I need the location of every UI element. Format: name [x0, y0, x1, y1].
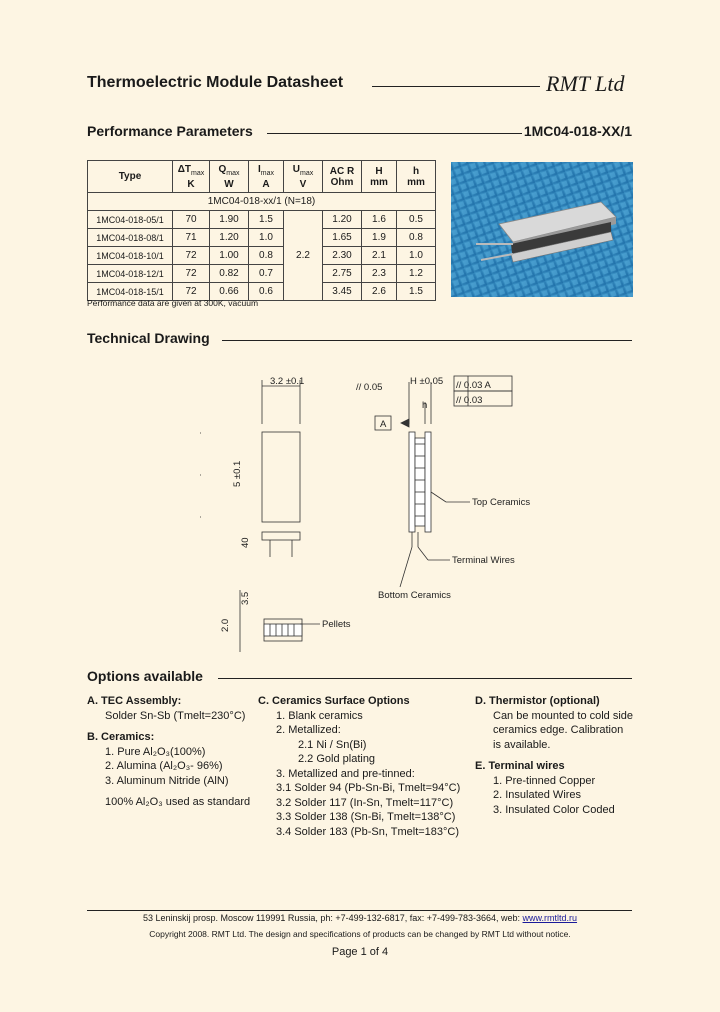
dim-wire-len: 40	[240, 537, 251, 548]
product-photo	[451, 162, 633, 297]
cell-H: 2.6	[362, 283, 397, 301]
table-header-row	[88, 161, 436, 193]
website-link[interactable]: www.rmtltd.ru	[522, 913, 578, 923]
document-title: Thermoelectric Module Datasheet	[87, 74, 344, 91]
option-heading: D. Thermistor (optional)	[475, 695, 600, 707]
cell-q: 1.00	[210, 247, 249, 265]
col-imax: $I_{max}$ A	[249, 161, 284, 193]
cell-dt: 72	[173, 265, 210, 283]
option-item: 2.1 Ni / Sn(Bi)	[298, 738, 367, 751]
label-terminal-wires: Terminal Wires	[452, 555, 515, 566]
cell-type: 1MC04-018-08/1	[88, 229, 173, 247]
cell-q: 0.82	[210, 265, 249, 283]
dim-35: 3.5	[240, 591, 251, 605]
option-item: 3.4 Solder 183 (Pb-Sn, Tmelt=183°C)	[276, 825, 460, 838]
cell-h: 1.0	[397, 247, 436, 265]
label-top-ceramics: Top Ceramics	[472, 497, 531, 508]
option-item: Solder Sn-Sb (Tmelt=230°C)	[105, 709, 246, 722]
cell-i: 0.8	[249, 247, 284, 265]
cell-H: 2.3	[362, 265, 397, 283]
option-item: is available.	[493, 738, 551, 751]
col-umax: $U_{max}$ V	[284, 161, 323, 193]
page-number: Page 1 of 4	[331, 946, 389, 958]
performance-rule	[267, 133, 522, 134]
cell-dt: 71	[173, 229, 210, 247]
cell-dt: 70	[173, 211, 210, 229]
drawing-section-title: Technical Drawing	[87, 330, 210, 346]
cell-i: 1.0	[249, 229, 284, 247]
option-heading: B. Ceramics:	[87, 731, 155, 743]
cell-type: 1MC04-018-15/1	[88, 283, 173, 301]
col-h: h mm	[397, 161, 436, 193]
options-rule	[218, 678, 632, 679]
option-item: Can be mounted to cold side	[493, 709, 634, 722]
label-bottom-ceramics: Bottom Ceramics	[378, 590, 451, 601]
option-item: 3. Metallized and pre-tinned:	[276, 767, 415, 780]
cell-h: 1.5	[397, 283, 436, 301]
option-item: 3. Insulated Color Coded	[493, 803, 615, 816]
table-group-row	[88, 193, 436, 211]
cell-type: 1MC04-018-10/1	[88, 247, 173, 265]
option-heading: C. Ceramics Surface Options	[258, 695, 410, 707]
options-col-thermistor-wires	[475, 694, 635, 817]
performance-table	[87, 160, 436, 301]
option-item: 100% Al₂O₃ used as standard	[105, 796, 251, 808]
cell-H: 1.6	[362, 211, 397, 229]
option-item: 2.2 Gold plating	[298, 753, 376, 765]
option-item: 3.3 Solder 138 (Sn-Bi, Tmelt=138°C)	[276, 811, 456, 823]
technical-drawing	[200, 362, 560, 652]
dim-height-side: 5 ±0.1	[232, 460, 243, 487]
cell-h: 1.2	[397, 265, 436, 283]
performance-section-title: Performance Parameters	[87, 123, 253, 139]
cell-i: 0.6	[249, 283, 284, 301]
cell-type: 1MC04-018-12/1	[88, 265, 173, 283]
option-item: 3. Aluminum Nitride (AlN)	[105, 774, 229, 787]
company-brand: RMT Ltd	[546, 71, 625, 96]
footer-copyright: Copyright 2008. RMT Ltd. The design and specifications of products can be changed by RMT Ltd without notice.	[149, 929, 571, 939]
option-item: 1. Pre-tinned Copper	[493, 774, 596, 787]
col-H: H mm	[362, 161, 397, 193]
table-row	[88, 247, 436, 265]
tol-flat2: // 0.03	[456, 395, 483, 406]
group-label: 1MC04-018-xx/1 (N=18)	[88, 193, 436, 211]
address-text: 53 Leninskij prosp. Moscow 119991 Russia, ph: +7-499-132-6817, fax: +7-499-783-3664, web:	[142, 913, 523, 923]
cell-r: 2.30	[323, 247, 362, 265]
cell-H: 1.9	[362, 229, 397, 247]
option-item	[475, 752, 635, 759]
option-item	[87, 723, 257, 730]
table-row	[88, 265, 436, 283]
part-number: 1MC04-018-XX/1	[523, 123, 632, 139]
option-item: 2. Insulated Wires	[493, 789, 582, 801]
table-row	[88, 229, 436, 247]
cell-q: 1.20	[210, 229, 249, 247]
cell-r: 3.45	[323, 283, 362, 301]
cell-dt: 72	[173, 247, 210, 265]
performance-note: Performance data are given at 300K, vacuum	[87, 298, 259, 308]
options-col-assembly-ceramics	[87, 694, 257, 810]
table-row	[88, 211, 436, 229]
label-pellets: Pellets	[322, 619, 351, 630]
dim-h: h	[422, 400, 428, 411]
cell-H: 2.1	[362, 247, 397, 265]
cell-r: 1.20	[323, 211, 362, 229]
dim-width-top: 3.2 ±0.1	[270, 376, 305, 387]
datum-a: A	[380, 419, 387, 430]
cell-q: 1.90	[210, 211, 249, 229]
header-rule	[372, 86, 540, 87]
cell-q: 0.66	[210, 283, 249, 301]
dim-H-tol: H ±0.05	[410, 376, 444, 387]
cell-i: 1.5	[249, 211, 284, 229]
cell-umax: 2.2	[284, 211, 323, 301]
option-item: 3.1 Solder 94 (Pb-Sn-Bi, Tmelt=94°C)	[276, 782, 461, 794]
drawing-rule	[222, 340, 632, 341]
col-acr: AC R Ohm	[323, 161, 362, 193]
cell-h: 0.5	[397, 211, 436, 229]
option-item: 3.2 Solder 117 (In-Sn, Tmelt=117°C)	[276, 796, 454, 809]
option-item: 1. Pure Al₂O₃(100%)	[105, 745, 206, 758]
options-section-title: Options available	[87, 668, 203, 684]
tol-flat1: // 0.03 A	[456, 380, 491, 391]
footer-address	[0, 913, 720, 923]
options-col-surface	[258, 694, 478, 839]
cell-r: 2.75	[323, 265, 362, 283]
option-item: 2. Alumina (Al₂O₃- 96%)	[105, 760, 223, 772]
tol-parallel: // 0.05	[356, 382, 383, 393]
col-dtmax: $\Delta T_{max}$ K	[173, 161, 210, 193]
option-heading: A. TEC Assembly:	[87, 695, 182, 707]
option-item: 1. Blank ceramics	[276, 709, 363, 722]
cell-type: 1MC04-018-05/1	[88, 211, 173, 229]
cell-h: 0.8	[397, 229, 436, 247]
dim-20: 2.0	[220, 618, 231, 632]
cell-i: 0.7	[249, 265, 284, 283]
col-type: Type	[88, 161, 173, 193]
option-heading: E. Terminal wires	[475, 760, 565, 772]
option-item: 2. Metallized:	[276, 724, 341, 736]
cell-r: 1.65	[323, 229, 362, 247]
cell-dt: 72	[173, 283, 210, 301]
option-item: ceramics edge. Calibration	[493, 724, 624, 736]
col-qmax: $Q_{max}$ W	[210, 161, 249, 193]
footer-rule	[87, 910, 632, 911]
option-item	[87, 788, 257, 795]
